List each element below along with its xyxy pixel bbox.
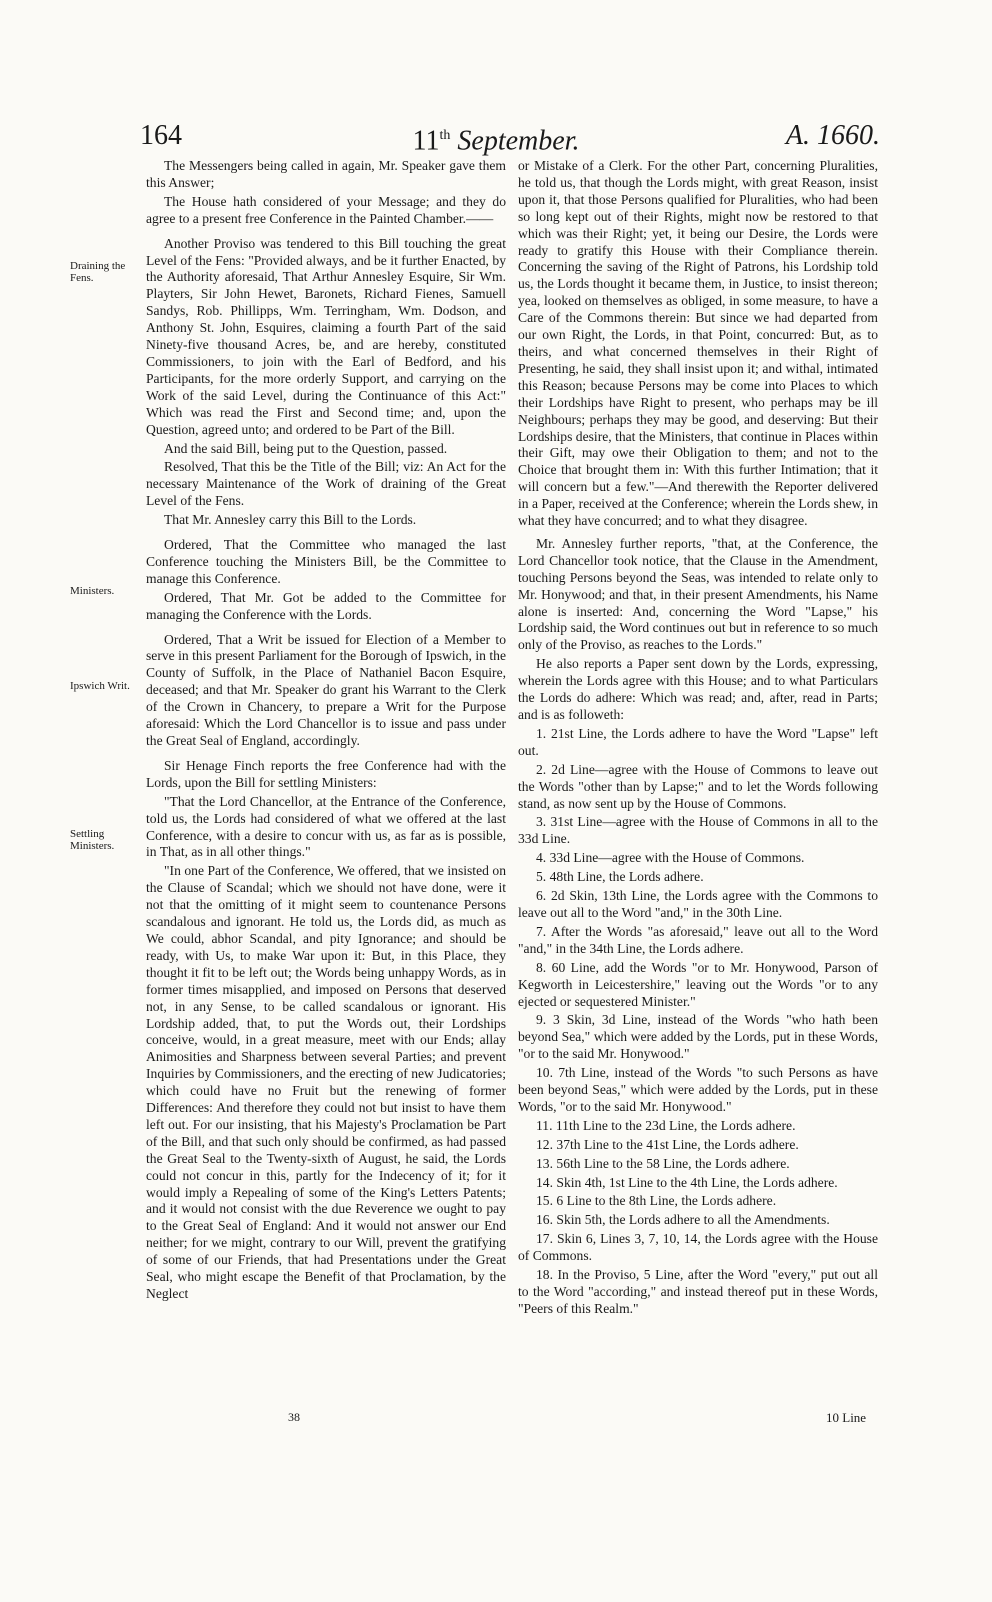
paragraph: Ordered, That a Writ be issued for Election of a Member to serve in this present Parliament for the Borough of Ipswich, in the County of Suffolk, in the Place of Nathaniel Bacon Esquire, deceased; and that Mr. Speaker do grant his Warrant to the Clerk of the Crown in Chancery, to prepare a Writ for the Purpose aforesaid: Which the Lord Chancellor is to issue and pass under the Great Seal of England, accordingly. — [146, 631, 506, 748]
list-item: 13. 56th Line to the 58 Line, the Lords adhere. — [536, 1155, 790, 1171]
list-item: 7. After the Words "as aforesaid," leave out all to the Word "and," in the 34th Line, the Lords adhere. — [518, 923, 878, 956]
margin-note: Draining the Fens. — [70, 260, 126, 284]
list-item: 6. 2d Skin, 13th Line, the Lords agree with the Commons to leave out all to the Word "and," in the 30th Line. — [518, 888, 878, 920]
header-month: September. — [457, 125, 580, 157]
margin-note: Settling Ministers. — [70, 828, 115, 852]
paragraph: The House hath considered of your Message; and they do agree to a present free Conference in the Painted Chamber.—— — [146, 193, 506, 226]
list-item: 10. 7th Line, instead of the Words "to such Persons as have been beyond Seas," which were added by the Lords, put in these Words, "or to the said Mr. Honywood." — [518, 1065, 878, 1114]
list-item: 15. 6 Line to the 8th Line, the Lords adhere. — [536, 1193, 777, 1209]
paragraph: And the said Bill, being put to the Question, passed. — [164, 440, 448, 456]
list-item: 2. 2d Line—agree with the House of Commons to leave out the Words "other than by Lapse;" and to let the Words following stand, as now sent up by the House of Commons. — [518, 761, 878, 811]
paragraph: The Messengers being called in again, Mr. Speaker gave them this Answer; — [146, 158, 506, 190]
margin-note: Ministers. — [70, 585, 115, 597]
list-item: 11. 11th Line to the 23d Line, the Lords adhere. — [536, 1117, 796, 1133]
paragraph: Another Proviso was tendered to this Bill touching the great Level of the Fens: "Provided always, and be it further Enacted, by the Authority aforesaid, That Arthur Annesley Esquire, Sir Wm. Playters, Sir John Hewet, Baronets, Richard Fienes, Samuell Sandys, Rob. Phillipps, Wm. Terringham, Wm. Dodson, and Anthony St. John, Esquires, claiming a fourth Part of the said Ninety-five thousand Acres, be, and are hereby, constituted Commissioners, to join with the Earl of Bedford, and his Participants, for the more orderly Support, and carrying on the Work of the said Level, during the Continuance of this Act:" Which was read the First and Second time; and, upon the Question, agreed unto; and ordered to be Part of the Bill. — [146, 235, 506, 437]
header-day-suffix: th — [439, 128, 451, 143]
catchword: 10 Line — [826, 1410, 867, 1425]
paragraph: Resolved, That this be the Title of the Bill; viz: An Act for the necessary Maintenance of the Work of draining of the Great Level of the Fens. — [146, 459, 506, 509]
signature-mark: 38 — [288, 1410, 300, 1424]
paragraph: "That the Lord Chancellor, at the Entrance of the Conference, told us, the Lords had considered of what we offered at the last Conference, with a desire to concur with us, as far as is possible, in That, as in all other things." — [146, 793, 506, 860]
list-item: 8. 60 Line, add the Words "or to Mr. Honywood, Parson of Kegworth in Leicestershire," leaving out the Words "or to any ejected or sequestered Minister." — [518, 959, 878, 1009]
list-item: 9. 3 Skin, 3d Line, instead of the Words "who hath been beyond Sea," which were added by the Lords, put in these Words, "or to the said Mr. Honywood." — [518, 1012, 878, 1062]
paragraph: Sir Henage Finch reports the free Conference had with the Lords, upon the Bill for settling Ministers: — [146, 757, 506, 790]
left-column — [146, 158, 506, 1305]
page-number: 164 — [140, 120, 182, 151]
paragraph: Ordered, That Mr. Got be added to the Committee for managing the Conference with the Lords. — [146, 589, 506, 622]
paragraph: Mr. Annesley further reports, "that, at the Conference, the Lord Chancellor took notice, that the Clause in the Amendment, touching Persons beyond the Seas, was intended to relate only to Mr. Honywood; and that, in their present Amendments, his Name alone is inserted: And, concerning the Word "Lapse," his Lordship said, the Word continues out but in reference to so much only of the Proviso, as reaches to the Lords." — [518, 535, 878, 653]
list-item: 14. Skin 4th, 1st Line to the 4th Line, the Lords adhere. — [536, 1174, 838, 1190]
margin-note: Ipswich Writ. — [70, 680, 130, 692]
list-item: 17. Skin 6, Lines 3, 7, 10, 14, the Lords agree with the House of Commons. — [518, 1231, 878, 1264]
list-item: 16. Skin 5th, the Lords adhere to all the Amendments. — [536, 1212, 830, 1228]
paragraph: He also reports a Paper sent down by the Lords, expressing, wherein the Lords agree with this House; and to what Particulars the Lords do adhere: Which was read; and, after, read in Parts; and is as followeth: — [518, 656, 878, 722]
list-item: 5. 48th Line, the Lords adhere. — [536, 869, 704, 885]
header-year: A. 1660. — [785, 120, 880, 151]
paragraph: Ordered, That the Committee who managed the last Conference touching the Ministers Bill, be the Committee to manage this Conference. — [146, 537, 506, 586]
header-day: 11 — [412, 125, 440, 157]
list-item: 4. 33d Line—agree with the House of Commons. — [536, 850, 805, 866]
list-item: 3. 31st Line—agree with the House of Commons in all to the 33d Line. — [518, 814, 878, 847]
paragraph: "In one Part of the Conference, We offered, that we insisted on the Clause of Scandal; which we should not have done, were it not that the omitting of it might seem to countenance Persons scandalous and ignorant. He told us, the Lords did, as much as We could, abhor Scandal, and pity Ignorance; and should be ready, with Us, to make War upon it: But, in this Place, they thought it fit to be left out; the Words being unhappy Words, as in former times misapplied, and imposed on Persons that deserved not, in any Sense, to be called scandalous or ignorant. His Lordship added, that, to put the Words out, their Lordships conceive, would, in a great measure, meet with our Ends; allay Animosities and Sharpness between several Parties; and prevent Inquiries by Commissioners, and the erecting of new Judicatories; which could have no Fruit but the renewing of former Differences: And therefore they could not but insist to have them left out. For our insisting, that his Majesty's Proclamation be Part of the Bill, and that such only should be confirmed, as had passed the Great Seal to the Twenty-sixth of August, he said, the Lords could not concur in this, partly for the Indecency of it; for it would imply a Repealing of some of the King's Letters Patents; and it would not consist with the due Reverence we ought to pay to the Great Seal of England: And it would not answer our End neither; for we might, contrary to our Will, prevent the gratifying of some of our Friends, that had Presentations under the Great Seal, who might escape the Benefit of that Proclamation, by the Neglect — [146, 863, 506, 1301]
list-item: 18. In the Proviso, 5 Line, after the Word "every," put out all to the Word "according," and instead thereof put in these Words, "Peers of this Realm." — [518, 1267, 878, 1316]
right-column — [518, 158, 878, 1320]
paragraph: or Mistake of a Clerk. For the other Part, concerning Pluralities, he told us, that though the Lords might, with great Reason, insist upon it, that those Persons qualified for Pluralities, who had been so long kept out of their Rights, might now be restored to that which was their Right; yet, it being our Desire, the Lords were ready to gratify this House with their Compliance therein. Concerning the saving of the Right of Patrons, his Lordship told us, the Lords thought it became them, in Justice, to insist thereon; yea, looked on themselves as obliged, in some measure, to have a Care of the Commons therein: But since we had departed from our own Right, the Lords, in that Point, concurred: But, as to theirs, and what concerned themselves in their Right of Presenting, he said, they shall insist upon it; and withal, intimated this Reason; because Persons may be come into Places to which their Lordships have Right to present, who perhaps may be ill Neighbours; perhaps they may be good, and deserving: But their Lordships desire, that the Ministers, that continue in Places within their Gift, may owe their Obligation to them; and not to the Choice that brought them in: With this further Intimation; that it will concern but a few."—And therewith the Reporter delivered in a Paper, received at the Conference; wherein the Lords shew, in what they have concurred; and to what they disagree. — [518, 158, 878, 529]
paragraph: That Mr. Annesley carry this Bill to the Lords. — [164, 512, 417, 528]
list-item: 1. 21st Line, the Lords adhere to have the Word "Lapse" left out. — [518, 725, 878, 758]
list-item: 12. 37th Line to the 41st Line, the Lords adhere. — [536, 1136, 799, 1152]
